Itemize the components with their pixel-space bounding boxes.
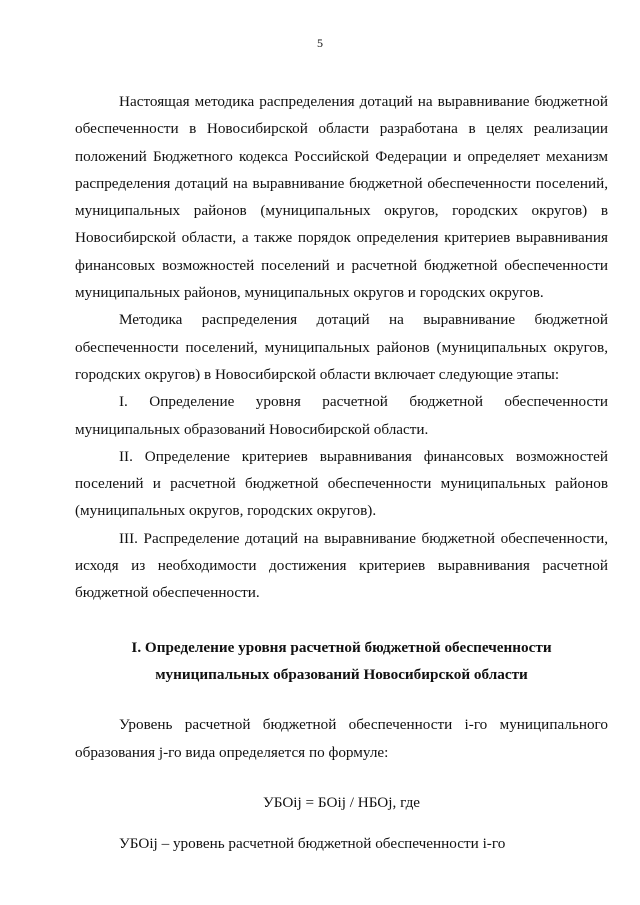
document-body: [75, 88, 608, 857]
spacer: [75, 688, 608, 711]
formula: УБОij = БОij / НБОj, где: [262, 793, 421, 811]
stage-item-1: I. Определение уровня расчетной бюджетной обеспеченности муниципальных образований Новосибирской области.: [75, 393, 608, 438]
formula-intro: Уровень расчетной бюджетной обеспеченности i-го муниципального образования j-го вида определяется по формуле:: [75, 716, 608, 761]
section-heading: [75, 634, 608, 689]
page-number: 5: [317, 36, 323, 50]
paragraph-intro: Настоящая методика распределения дотаций на выравнивание бюджетной обеспеченности в Новосибирской области разработана в целях реализации положений Бюджетного кодекса Российской Федерации и определяет механизм распределения дотаций на выравнивание бюджетной обеспеченности поселений, муниципальных районов (муниципальных округов, городских округов) в Новосибирской области, а также порядок определения критериев выравнивания финансовых возможностей поселений и расчетной бюджетной обеспеченности муниципальных районов, муниципальных округов и городских округов.: [75, 93, 608, 302]
paragraph-stages: Методика распределения дотаций на выравнивание бюджетной обеспеченности поселений, муниципальных районов (муниципальных округов, городских округов) в Новосибирской области включает следующие этапы:: [75, 311, 608, 383]
spacer: [75, 766, 608, 789]
definition-start: УБОij – уровень расчетной бюджетной обеспеченности i-го: [119, 835, 506, 853]
spacer: [75, 816, 608, 830]
stage-item-2: II. Определение критериев выравнивания финансовых возможностей поселений и расчетной бюджетной обеспеченности муниципальных районов (муниципальных округов, городских округов).: [75, 447, 608, 520]
section-heading-line-1: I. Определение уровня расчетной бюджетной обеспеченности: [131, 638, 552, 656]
spacer: [75, 607, 608, 634]
stage-item-3: III. Распределение дотаций на выравнивание бюджетной обеспеченности, исходя из необходимости достижения критериев выравнивания расчетной бюджетной обеспеченности.: [75, 529, 608, 602]
section-heading-line-2: муниципальных образований Новосибирской области: [155, 665, 528, 683]
